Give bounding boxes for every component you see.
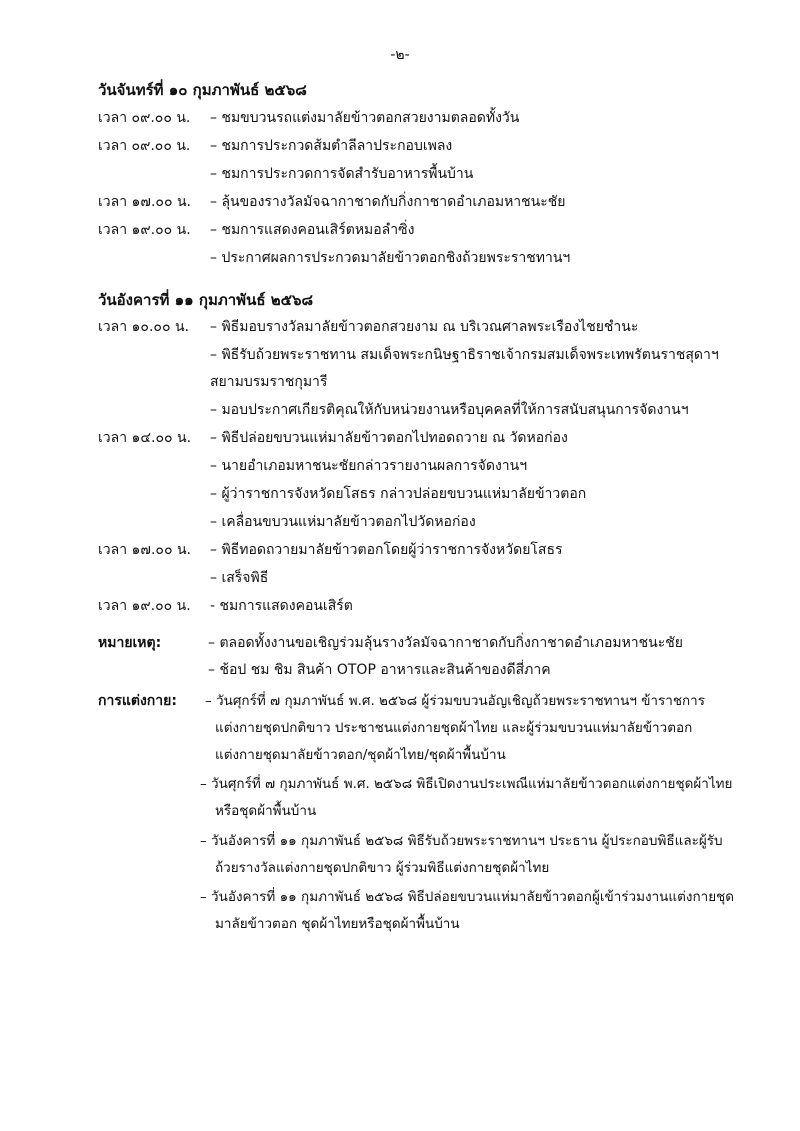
activity-text: – พิธีปล่อยขบวนแห่มาลัยข้าวตอกไปทอดถวาย ณ วัดหอก่อง xyxy=(210,430,568,446)
day-title-monday: วันจันทร์ที่ ๑๐ กุมภาพันธ์ ๒๕๖๘ xyxy=(98,81,307,99)
time-label: เวลา ๑๙.๐๐ น. xyxy=(98,598,191,614)
time-label: เวลา ๑๔.๐๐ น. xyxy=(98,430,192,446)
schedule-row xyxy=(98,537,748,563)
schedule-row xyxy=(98,133,748,159)
activity-text: – พิธีมอบรางวัลมาลัยข้าวตอกสวยงาม ณ บริเวณศาลพระเรืองไชยชำนะ xyxy=(210,319,639,335)
dress-line: ถ้วยรางวัลแต่งกายชุดปกติขาว ผู้ร่วมพิธีแต่งกายชุดผ้าไทย xyxy=(215,860,550,876)
day-title-tuesday: วันอังคารที่ ๑๑ กุมภาพันธ์ ๒๕๖๘ xyxy=(98,291,314,309)
time-label: เวลา ๑๙.๐๐ น. xyxy=(98,222,191,238)
dress-line: – วันอังคารที่ ๑๑ กุมภาพันธ์ ๒๕๖๘ พิธีปล่อยขบวนแห่มาลัยข้าวตอกผู้เข้าร่วมงานแต่งกายชุด xyxy=(200,889,735,905)
activity-text: – ลุ้นของรางวัลมัจฉากาชาดกับกิ่งกาชาดอำเภอมหาชนะชัย xyxy=(210,194,566,210)
schedule-row xyxy=(98,189,748,215)
dress-line: – วันศุกร์ที่ ๗ กุมภาพันธ์ พ.ศ. ๒๕๖๘ พิธีเปิดงานประเพณีแห่มาลัยข้าวตอกแต่งกายชุดผ้าไทย xyxy=(200,776,733,792)
activity-text: – ชมขบวนรถแต่งมาลัยข้าวตอกสวยงามตลอดทั้งวัน xyxy=(210,110,520,126)
dress-line: แต่งกายชุดปกติขาว ประชาชนแต่งกายชุดผ้าไทย และผู้ร่วมขบวนแห่มาลัยข้าวตอก xyxy=(215,720,693,736)
schedule-row xyxy=(98,397,748,423)
schedule-row xyxy=(98,245,748,271)
schedule-row xyxy=(98,314,748,340)
schedule-row xyxy=(98,217,748,243)
activity-text: – ชมการแสดงคอนเสิร์ตหมอลำซิ่ง xyxy=(210,222,415,238)
activity-text: – เสร็จพิธี xyxy=(210,570,269,586)
activity-text: - ชมการแสดงคอนเสิร์ต xyxy=(210,598,353,614)
page-number: -๒- xyxy=(390,47,410,63)
schedule-row xyxy=(98,105,748,131)
dress-line: มาลัยข้าวตอก ชุดผ้าไทยหรือชุดผ้าพื้นบ้าน xyxy=(215,916,460,932)
schedule-row xyxy=(98,425,748,451)
schedule-row xyxy=(98,565,748,591)
dress-line: หรือชุดผ้าพื้นบ้าน xyxy=(215,803,317,819)
schedule-row xyxy=(98,161,748,187)
activity-text: – พิธีทอดถวายมาลัยข้าวตอกโดยผู้ว่าราชการจังหวัดยโสธร xyxy=(210,542,563,558)
time-label: เวลา ๐๙.๐๐ น. xyxy=(98,138,191,154)
activity-text: – ชมการประกวดการจัดสำรับอาหารพื้นบ้าน xyxy=(210,166,474,182)
activity-text: – ผู้ว่าราชการจังหวัดยโสธร กล่าวปล่อยขบวนแห่มาลัยข้าวตอก xyxy=(210,486,587,502)
time-label: เวลา ๑๐.๐๐ น. xyxy=(98,319,189,335)
time-label: เวลา ๑๗.๐๐ น. xyxy=(98,194,191,210)
schedule-row xyxy=(98,509,748,535)
schedule-row xyxy=(98,481,748,507)
dress-line: – วันอังคารที่ ๑๑ กุมภาพันธ์ ๒๕๖๘ พิธีรับถ้วยพระราชทานฯ ประธาน ผู้ประกอบพิธีและผู้รับ xyxy=(200,833,723,849)
schedule-row xyxy=(98,453,748,479)
activity-text: – ชมการประกวดส้มตำลีลาประกอบเพลง xyxy=(210,138,453,154)
activity-text: – ประกาศผลการประกวดมาลัยข้าวตอกชิงถ้วยพระราชทานฯ xyxy=(210,250,571,266)
dress-line: – วันศุกร์ที่ ๗ กุมภาพันธ์ พ.ศ. ๒๕๖๘ ผู้ร่วมขบวนอัญเชิญถ้วยพระราชทานฯ ข้าราชการ xyxy=(205,693,706,709)
schedule-row xyxy=(98,369,748,395)
activity-text: – พิธีรับถ้วยพระราชทาน สมเด็จพระกนิษฐาธิราชเจ้ากรมสมเด็จพระเทพรัตนราชสุดาฯ xyxy=(210,347,719,363)
activity-text: – มอบประกาศเกียรติคุณให้กับหน่วยงานหรือบุคคลที่ให้การสนับสนุนการจัดงานฯ xyxy=(210,402,689,418)
time-label: เวลา ๑๗.๐๐ น. xyxy=(98,542,191,558)
dress-label: การแต่งกาย: xyxy=(98,693,177,709)
schedule-row xyxy=(98,593,748,619)
time-label: เวลา ๐๙.๐๐ น. xyxy=(98,110,191,126)
activity-text: – นายอำเภอมหาชนะชัยกล่าวรายงานผลการจัดงานฯ xyxy=(210,458,528,474)
dress-line: แต่งกายชุดมาลัยข้าวตอก/ชุดผ้าไทย/ชุดผ้าพื้นบ้าน xyxy=(215,747,506,763)
note-line: – ช้อป ชม ชิม สินค้า OTOP อาหารและสินค้าของดีสี่ภาค xyxy=(208,662,551,678)
notes-label: หมายเหตุ: xyxy=(98,635,162,651)
note-line: – ตลอดทั้งงานขอเชิญร่วมลุ้นรางวัลมัจฉากาชาดกับกิ่งกาชาดอำเภอมหาชนะชัย xyxy=(208,635,683,651)
activity-text: – เคลื่อนขบวนแห่มาลัยข้าวตอกไปวัดหอก่อง xyxy=(210,514,476,530)
schedule-row xyxy=(98,342,748,368)
activity-text: สยามบรมราชกุมารี xyxy=(210,374,328,390)
